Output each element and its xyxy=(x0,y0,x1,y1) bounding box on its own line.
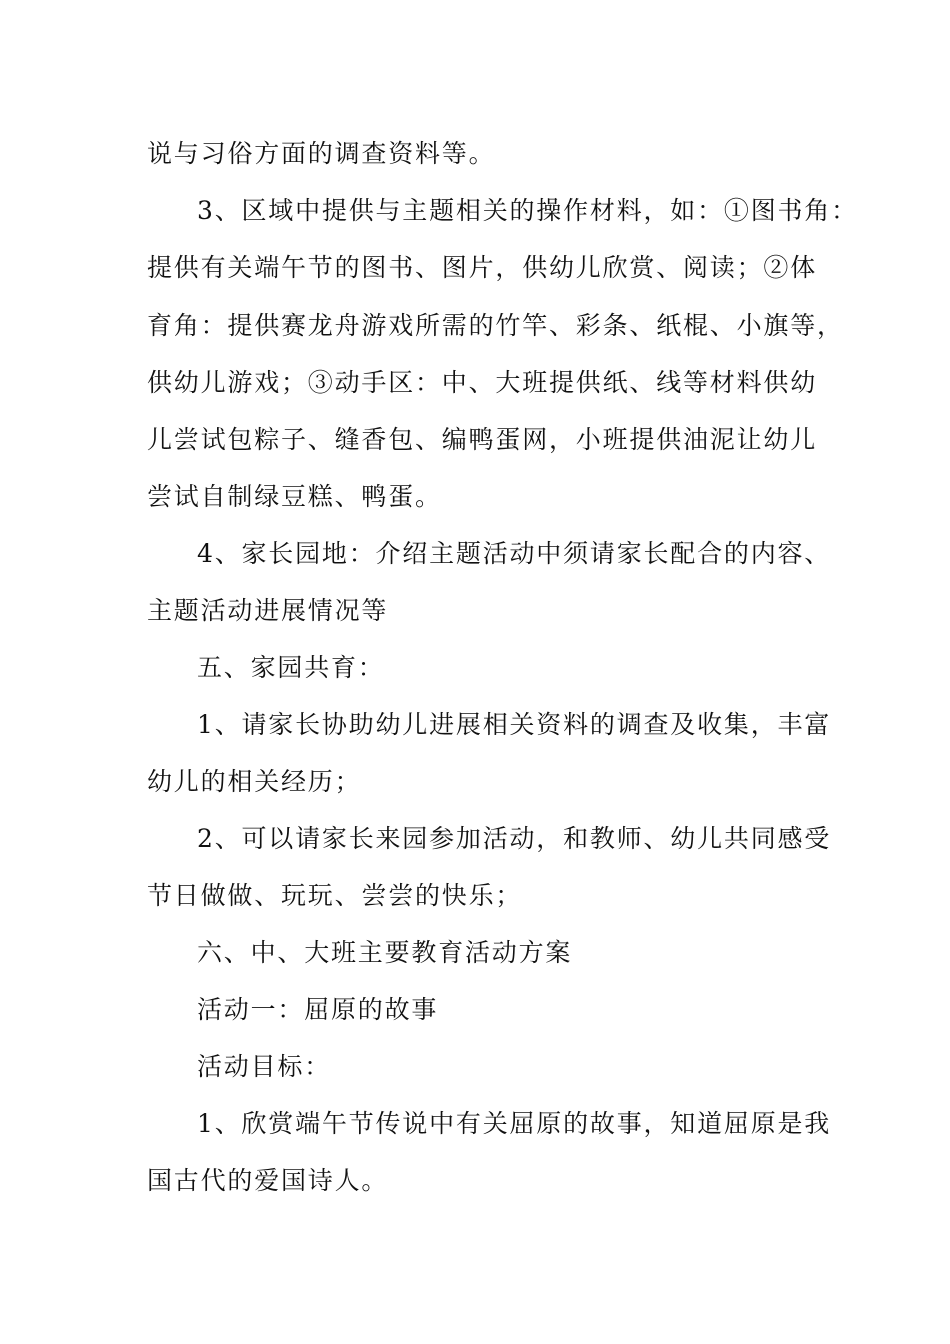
activity-heading: 活动一：屈原的故事 xyxy=(197,995,439,1024)
text-line: 3、区域中提供与主题相关的操作材料，如：①图书角： xyxy=(197,196,858,225)
text-line: 尝试自制绿豆糕、鸭蛋。 xyxy=(147,482,442,511)
text-line: 2、可以请家长来园参加活动，和教师、幼儿共同感受 xyxy=(197,824,832,853)
section-heading: 六、中、大班主要教育活动方案 xyxy=(197,938,573,967)
activity-subheading: 活动目标： xyxy=(197,1052,332,1081)
text-line: 国古代的爱国诗人。 xyxy=(147,1166,389,1195)
text-line: 提供有关端午节的图书、图片，供幼儿欣赏、阅读；②体 xyxy=(147,253,818,282)
text-line: 幼儿的相关经历； xyxy=(147,767,362,796)
text-line: 1、请家长协助幼儿进展相关资料的调查及收集，丰富 xyxy=(197,710,832,739)
text-line: 1、欣赏端午节传说中有关屈原的故事，知道屈原是我 xyxy=(197,1109,832,1138)
text-line: 儿尝试包粽子、缝香包、编鸭蛋网，小班提供油泥让幼儿 xyxy=(147,425,818,454)
text-line: 4、家长园地：介绍主题活动中须请家长配合的内容、 xyxy=(197,539,832,568)
text-line: 供幼儿游戏；③动手区：中、大班提供纸、线等材料供幼 xyxy=(147,368,818,397)
text-line: 说与习俗方面的调查资料等。 xyxy=(147,139,496,168)
text-line: 节日做做、玩玩、尝尝的快乐； xyxy=(147,881,523,910)
text-line: 育角：提供赛龙舟游戏所需的竹竿、彩条、纸棍、小旗等， xyxy=(147,311,844,340)
section-heading: 五、家园共育： xyxy=(197,653,385,682)
text-line: 主题活动进展情况等 xyxy=(147,596,389,625)
